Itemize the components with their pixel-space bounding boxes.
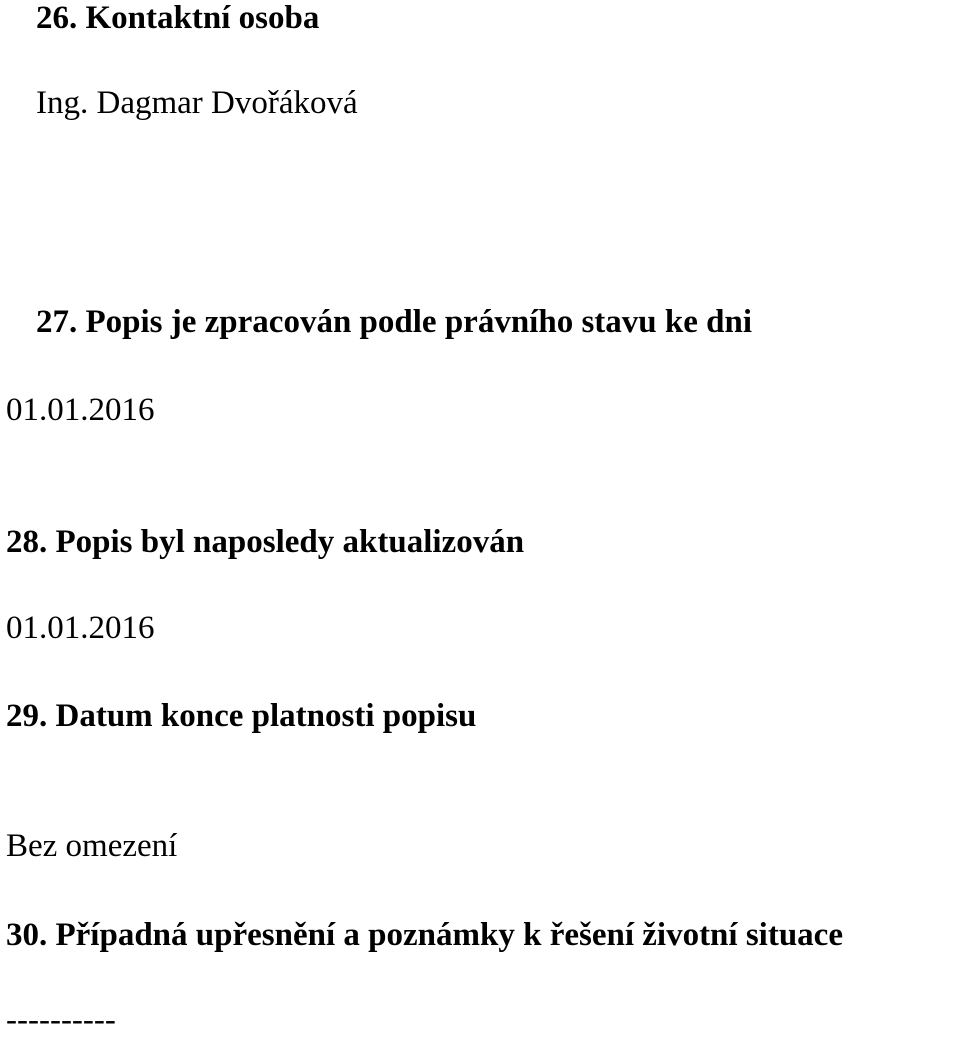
section-28-date: 01.01.2016 <box>6 610 155 646</box>
section-30-heading: 30. Případná upřesnění a poznámky k řešení životní situace <box>6 917 843 953</box>
section-29-heading: 29. Datum konce platnosti popisu <box>6 698 477 734</box>
section-26-heading: 26. Kontaktní osoba <box>36 0 320 36</box>
section-29-value: Bez omezení <box>6 828 178 864</box>
section-26-contact-person: Ing. Dagmar Dvořáková <box>36 85 358 121</box>
section-27-date: 01.01.2016 <box>6 392 155 428</box>
section-28-heading: 28. Popis byl naposledy aktualizován <box>6 524 525 560</box>
section-27-heading: 27. Popis je zpracován podle právního stavu ke dni <box>36 304 753 340</box>
section-30-value: ---------- <box>6 1002 116 1038</box>
